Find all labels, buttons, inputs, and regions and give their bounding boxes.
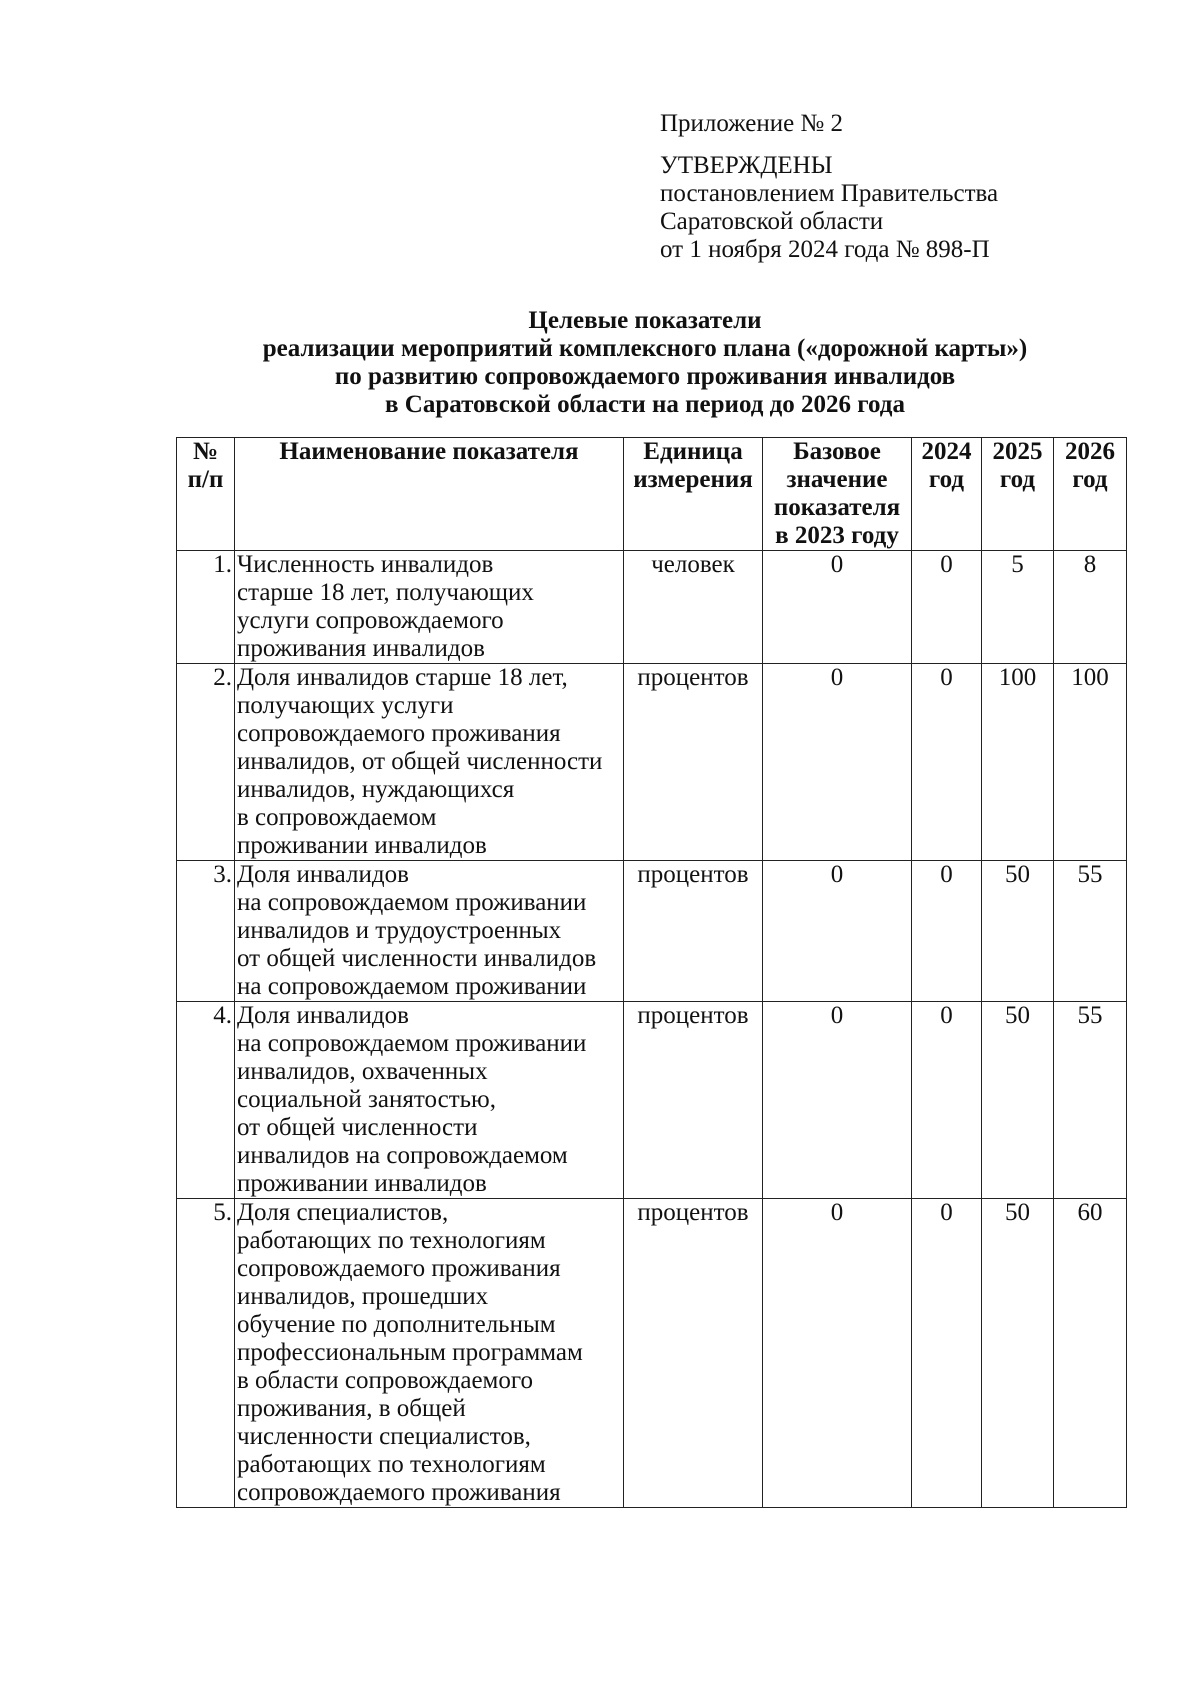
row-2025: 100	[982, 664, 1054, 861]
approval-block	[660, 110, 998, 264]
header-base-value: Базовое значение показателя в 2023 году	[763, 438, 912, 551]
row-2026: 100	[1054, 664, 1127, 861]
row-number: 3.	[177, 861, 235, 1002]
row-2026: 55	[1054, 1002, 1127, 1199]
header-2026: 2026 год	[1054, 438, 1127, 551]
row-unit: процентов	[624, 1002, 763, 1199]
row-number: 2.	[177, 664, 235, 861]
row-name: Доля инвалидов на сопровождаемом проживании инвалидов и трудоустроенных от общей численности инвалидов на сопровождаемом проживании	[235, 861, 624, 1002]
title-line-2: реализации мероприятий комплексного плана («дорожной карты»)	[262, 335, 1028, 362]
row-unit: человек	[624, 551, 763, 664]
row-2025: 50	[982, 1199, 1054, 1508]
table-row	[177, 1199, 1127, 1508]
row-name: Доля специалистов, работающих по технологиям сопровождаемого проживания инвалидов, прошедших обучение по дополнительным профессиональным программам в области сопровождаемого проживания, в общей численности специалистов, работающих по технологиям сопровождаемого проживания	[235, 1199, 624, 1508]
row-number: 5.	[177, 1199, 235, 1508]
header-2025: 2025 год	[982, 438, 1054, 551]
row-base: 0	[763, 551, 912, 664]
row-unit: процентов	[624, 664, 763, 861]
row-base: 0	[763, 861, 912, 1002]
header-unit: Единица измерения	[624, 438, 763, 551]
row-number: 1.	[177, 551, 235, 664]
annex-number: Приложение № 2	[660, 110, 844, 137]
row-2024: 0	[912, 1002, 982, 1199]
header-2024: 2024 год	[912, 438, 982, 551]
row-2026: 55	[1054, 861, 1127, 1002]
row-base: 0	[763, 1002, 912, 1199]
row-2025: 5	[982, 551, 1054, 664]
row-unit: процентов	[624, 1199, 763, 1508]
approval-line-2: Саратовской области	[660, 208, 884, 235]
approval-line-1: постановлением Правительства	[660, 180, 999, 207]
table-row	[177, 551, 1127, 664]
row-name: Численность инвалидов старше 18 лет, получающих услуги сопровождаемого проживания инвалидов	[235, 551, 624, 664]
row-base: 0	[763, 664, 912, 861]
header-number: № п/п	[177, 438, 235, 551]
table-header-row	[177, 438, 1127, 551]
row-number: 4.	[177, 1002, 235, 1199]
approval-date-number: от 1 ноября 2024 года № 898-П	[660, 236, 990, 263]
row-name: Доля инвалидов старше 18 лет, получающих услуги сопровождаемого проживания инвалидов, от общей численности инвалидов, нуждающихся в сопровождаемом проживании инвалидов	[235, 664, 624, 861]
row-2024: 0	[912, 551, 982, 664]
row-2026: 8	[1054, 551, 1127, 664]
row-2024: 0	[912, 1199, 982, 1508]
row-base: 0	[763, 1199, 912, 1508]
header-name: Наименование показателя	[235, 438, 624, 551]
row-2026: 60	[1054, 1199, 1127, 1508]
approved-label: УТВЕРЖДЕНЫ	[660, 152, 833, 179]
table-row	[177, 664, 1127, 861]
table-row	[177, 1002, 1127, 1199]
row-2024: 0	[912, 861, 982, 1002]
row-2025: 50	[982, 861, 1054, 1002]
table-row	[177, 861, 1127, 1002]
row-2025: 50	[982, 1002, 1054, 1199]
row-2024: 0	[912, 664, 982, 861]
title-line-3: по развитию сопровождаемого проживания инвалидов	[334, 363, 956, 390]
table-body	[177, 551, 1127, 1508]
row-unit: процентов	[624, 861, 763, 1002]
document-title	[0, 307, 1200, 419]
indicators-table	[176, 437, 1127, 1508]
row-name: Доля инвалидов на сопровождаемом проживании инвалидов, охваченных социальной занятостью, от общей численности инвалидов на сопровождаемом проживании инвалидов	[235, 1002, 624, 1199]
title-line-4: в Саратовской области на период до 2026 года	[385, 391, 905, 418]
title-line-1: Целевые показатели	[528, 307, 762, 334]
